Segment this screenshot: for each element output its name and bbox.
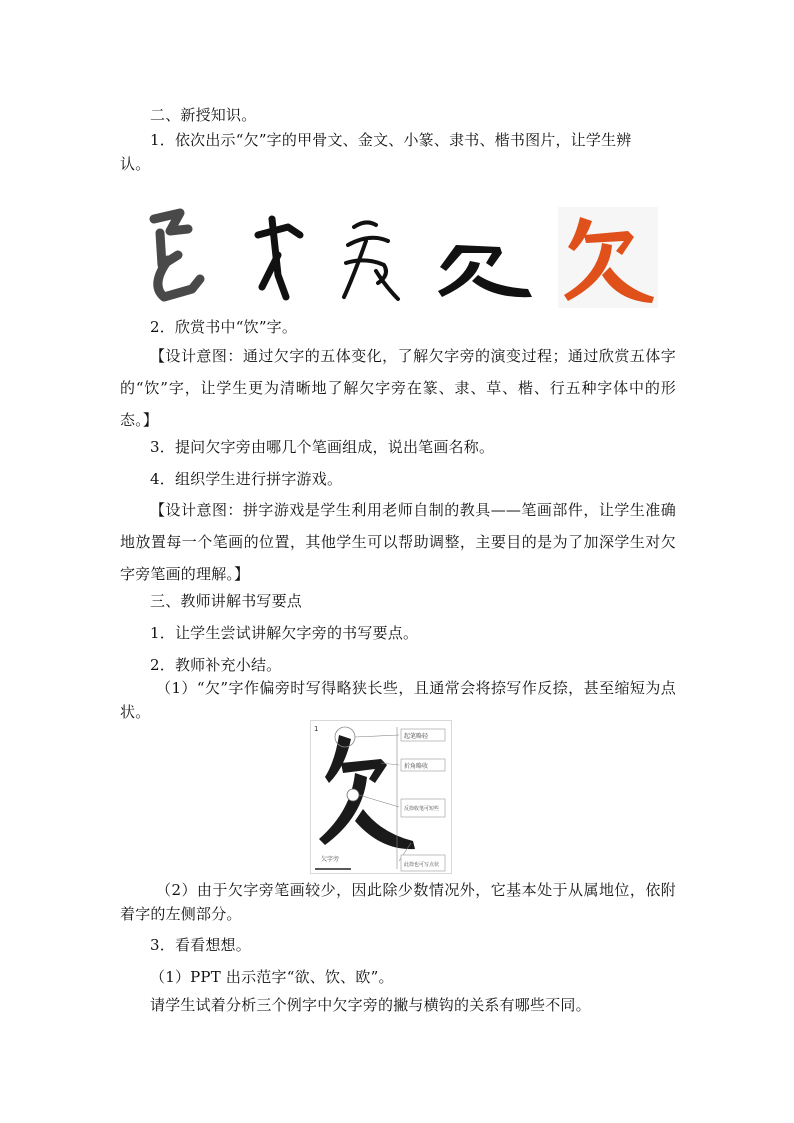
design-intent-1: 【设计意图：通过欠字的五体变化，了解欠字旁的演变过程；通过欣赏五体字的“饮”字，让学生更为清晰地了解欠字旁在篆、隶、草、楷、行五种字体中的形态。】 xyxy=(120,347,676,429)
diagram-glyph xyxy=(319,735,415,849)
evolution-figure xyxy=(140,205,660,310)
item-2: 2．欣赏书中“饮”字。 xyxy=(150,318,298,336)
diagram-caption: 欠字旁 xyxy=(321,856,340,863)
stroke-diagram-figure xyxy=(311,721,451,873)
item-1-line-1: 1．依次出示“欠”字的甲骨文、金文、小篆、隶书、楷书图片，让学生辨 xyxy=(150,131,632,149)
point-3: （1）PPT 出示范字“欲、饮、欧”。 xyxy=(150,968,394,986)
section3-item-3: 3．看看想想。 xyxy=(150,936,251,954)
design-intent-2: 【设计意图：拼字游戏是学生利用老师自制的教具——笔画部件，让学生准确地放置每一个笔画的位置，其他学生可以帮助调整，主要目的是为了加深学生对欠字旁笔画的理解。】 xyxy=(120,501,676,583)
oracle-bone-glyph xyxy=(154,213,200,297)
note-boxes xyxy=(401,729,445,871)
diagram-corner-label: 1 xyxy=(314,725,319,733)
analysis-question: 请学生试着分析三个例字中欠字旁的撇与横钩的关系有哪些不同。 xyxy=(150,996,591,1014)
stroke-diagram xyxy=(310,720,452,874)
section-heading-teacher-explains: 三、教师讲解书写要点 xyxy=(150,592,303,610)
character-evolution-strip xyxy=(140,205,660,310)
section3-item-2: 2．教师补充小结。 xyxy=(150,656,282,674)
point-2: （2）由于欠字旁笔画较少，因此除少数情况外，它基本处于从属地位，依附着字的左侧部分。 xyxy=(120,881,676,923)
note-4: 此捺也可写点状 xyxy=(404,862,440,868)
item-1-line-2: 认。 xyxy=(120,155,151,173)
point-1: （1）“欠”字作偏旁时写得略狭长些，且通常会将捺写作反捺，甚至缩短为点状。 xyxy=(120,679,676,721)
note-3: 反捺收笔可短些 xyxy=(404,806,440,812)
bronze-glyph xyxy=(258,219,300,297)
item-3: 3．提问欠字旁由哪几个笔画组成，说出笔画名称。 xyxy=(150,438,495,456)
note-1: 起笔略轻 xyxy=(404,733,429,740)
small-seal-glyph xyxy=(344,222,398,299)
note-2: 折角略收 xyxy=(404,763,429,770)
section-heading-new-knowledge: 二、新授知识。 xyxy=(150,106,257,124)
item-4: 4．组织学生进行拼字游戏。 xyxy=(150,470,343,488)
clerical-glyph xyxy=(438,245,532,297)
highlight-circle-mid xyxy=(347,789,359,801)
regular-script-glyph xyxy=(558,207,658,308)
section3-item-1: 1．让学生尝试讲解欠字旁的书写要点。 xyxy=(150,624,419,642)
